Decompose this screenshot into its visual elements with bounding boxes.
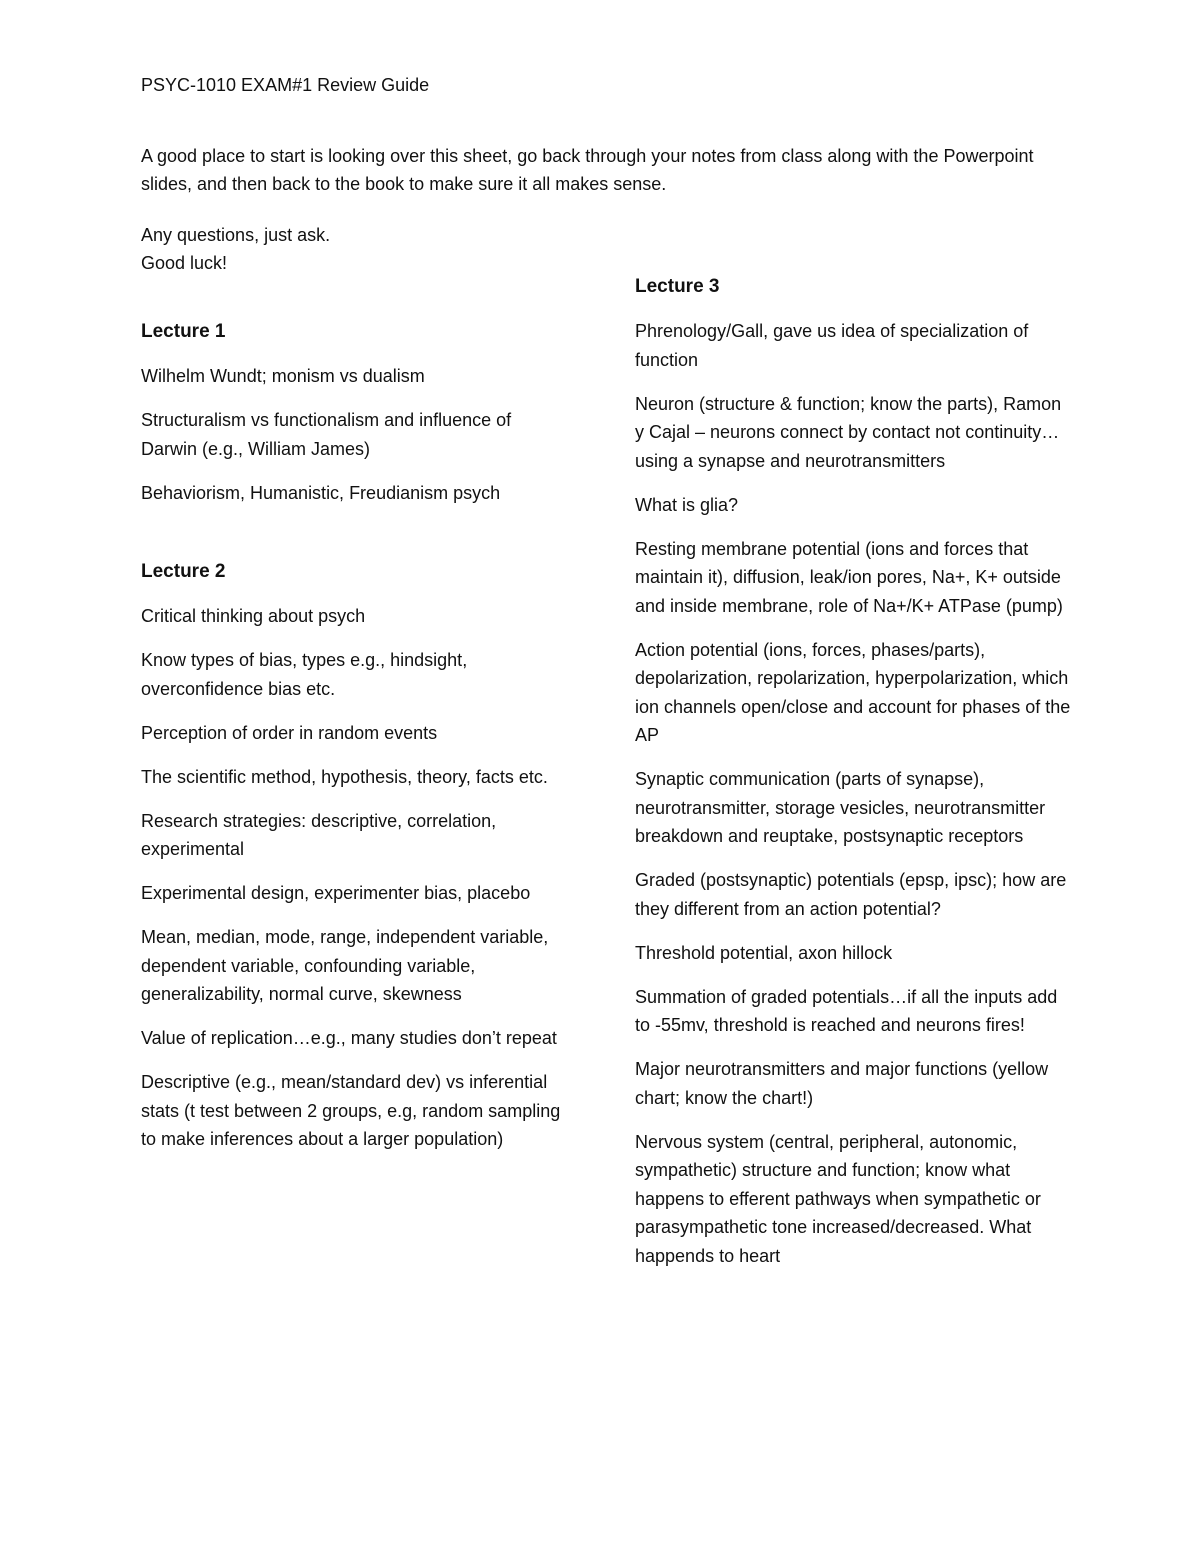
lecture-3-topics: [635, 317, 1075, 1270]
topic-item: Nervous system (central, peripheral, autonomic, sympathetic) structure and function; know what happens to efferent pathways when sympathetic or parasympathetic tone increased/decreased. What happends to heart: [635, 1131, 1041, 1266]
note-line: Any questions, just ask.: [141, 225, 331, 245]
closing-note: [141, 221, 330, 277]
topic-item: Synaptic communication (parts of synapse), neurotransmitter, storage vesicles, neurotransmitter breakdown and reuptake, postsynaptic receptors: [635, 769, 1046, 846]
topic-item: Threshold potential, axon hillock: [635, 942, 893, 963]
lecture-1-section: [141, 318, 571, 507]
lecture-3-section: [635, 273, 1075, 1270]
topic-item: Neuron (structure & function; know the parts), Ramon y Cajal – neurons connect by contact not continuity…using a synapse and neurotransmitters: [635, 393, 1062, 471]
topic-item: Value of replication…e.g., many studies don’t repeat: [141, 1028, 557, 1048]
topic-item: The scientific method, hypothesis, theory, facts etc.: [141, 766, 548, 787]
topic-item: Graded (postsynaptic) potentials (epsp, ipsc); how are they different from an action potential?: [635, 870, 1067, 919]
topic-item: Major neurotransmitters and major functions (yellow chart; know the chart!): [635, 1059, 1049, 1108]
topic-item: What is glia?: [635, 494, 739, 515]
lecture-2-section: [141, 558, 571, 1154]
page-title: PSYC-1010 EXAM#1 Review Guide: [141, 75, 430, 95]
topic-item: Perception of order in random events: [141, 722, 438, 743]
note-line: Good luck!: [141, 253, 228, 273]
lecture-2-topics: [141, 602, 571, 1154]
topic-item: Experimental design, experimenter bias, placebo: [141, 883, 531, 903]
intro-paragraph: A good place to start is looking over this sheet, go back through your notes from class along with the Powerpoint slides, and then back to the book to make sure it all makes sense.: [141, 146, 1034, 194]
lecture-heading: Lecture 3: [635, 276, 720, 297]
right-column: [635, 273, 1075, 1286]
topic-item: Behaviorism, Humanistic, Freudianism psych: [141, 482, 501, 503]
topic-item: Descriptive (e.g., mean/standard dev) vs inferential stats (t test between 2 groups, e.g, random sampling to make inferences about a larger population): [141, 1072, 561, 1149]
topic-item: Summation of graded potentials…if all the inputs add to -55mv, threshold is reached and neurons fires!: [635, 986, 1058, 1035]
topic-item: Resting membrane potential (ions and forces that maintain it), diffusion, leak/ion pores, Na+, K+ outside and inside membrane, role of Na+/K+ ATPase (pump): [635, 538, 1063, 616]
topic-item: Phrenology/Gall, gave us idea of specialization of function: [635, 321, 1029, 370]
lecture-1-topics: [141, 362, 571, 507]
topic-item: Mean, median, mode, range, independent variable, dependent variable, confounding variable, generalizability, normal curve, skewness: [141, 927, 549, 1004]
topic-item: Action potential (ions, forces, phases/parts), depolarization, repolarization, hyperpolarization, which ion channels open/close and account for phases of the AP: [635, 639, 1071, 745]
topic-item: Critical thinking about psych: [141, 606, 366, 626]
topic-item: Know types of bias, types e.g., hindsight, overconfidence bias etc.: [141, 650, 468, 699]
lecture-heading: Lecture 1: [141, 321, 226, 342]
topic-item: Research strategies: descriptive, correlation, experimental: [141, 810, 497, 859]
lecture-heading: Lecture 2: [141, 561, 226, 582]
left-column: [141, 318, 571, 1169]
topic-item: Wilhelm Wundt; monism vs dualism: [141, 366, 425, 386]
topic-item: Structuralism vs functionalism and influence of Darwin (e.g., William James): [141, 410, 512, 459]
